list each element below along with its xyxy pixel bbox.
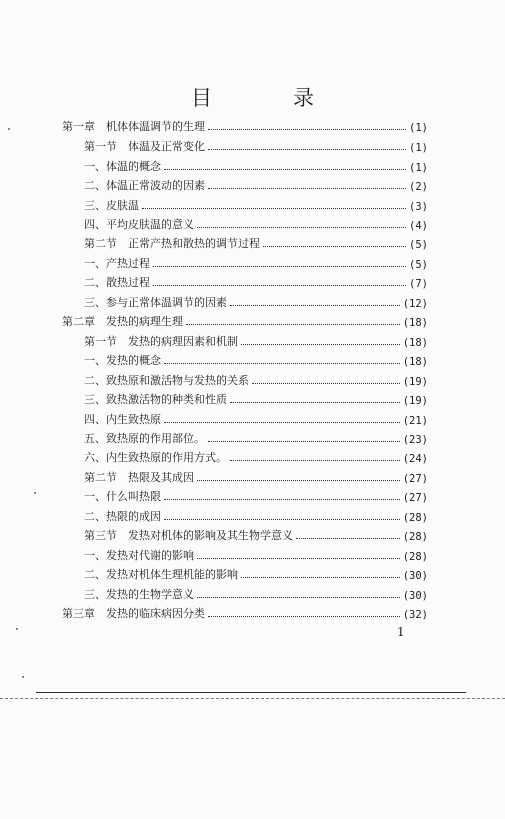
dot-leader [208, 149, 406, 150]
toc-entry-page: (23) [402, 434, 428, 446]
toc-entry [62, 603, 428, 621]
toc-entry [84, 272, 428, 290]
toc-entry-label: 六、内生致热原的作用方式。 [84, 451, 227, 464]
toc-title: 目 录 [191, 86, 344, 110]
dot-leader [208, 616, 400, 617]
dot-leader [164, 363, 400, 364]
toc-entry-page: (28) [402, 551, 428, 563]
toc-entry [84, 136, 428, 154]
dot-leader [230, 460, 400, 461]
toc-entry-page: (4) [409, 220, 428, 232]
dot-leader [230, 305, 400, 306]
toc-entry [84, 233, 428, 251]
scan-edge-line [36, 692, 466, 693]
toc-entry-label: 一、什么叫热限 [84, 490, 161, 503]
toc-entry-page: (24) [402, 453, 428, 465]
dot-leader [186, 324, 400, 325]
toc-entry [84, 350, 428, 368]
toc-entry-page: (30) [402, 590, 428, 602]
toc-entry-label: 四、平均皮肤温的意义 [84, 218, 194, 231]
dot-leader [164, 169, 406, 170]
scan-speck [8, 128, 10, 130]
toc-entry-page: (28) [402, 512, 428, 524]
toc-entry [84, 467, 428, 485]
dot-leader [263, 246, 406, 247]
dot-leader [197, 597, 400, 598]
toc-entry [84, 331, 428, 349]
toc-entry [84, 584, 428, 602]
toc-entry [84, 506, 428, 524]
toc-entry-page: (7) [409, 278, 428, 290]
toc-entry [84, 156, 428, 174]
toc-entry-label: 三、发热的生物学意义 [84, 588, 194, 601]
toc-entry [84, 195, 428, 213]
toc-entry-label: 四、内生致热原 [84, 413, 161, 426]
toc-entry-page: (28) [402, 531, 428, 543]
toc-entry-label: 一、体温的概念 [84, 160, 161, 173]
toc-entry [84, 486, 428, 504]
toc-entry-label: 二、热限的成因 [84, 510, 161, 523]
dot-leader [164, 422, 400, 423]
dot-leader [153, 266, 406, 267]
dot-leader [197, 227, 406, 228]
toc-entry [84, 447, 428, 465]
dot-leader [197, 558, 400, 559]
toc-entry-page: (18) [402, 337, 428, 349]
dot-leader [142, 208, 406, 209]
toc-entry-page: (19) [402, 395, 428, 407]
toc-entry-page: (5) [409, 259, 428, 271]
toc-entry-label: 一、发热对代谢的影响 [84, 549, 194, 562]
toc-entry-page: (27) [402, 473, 428, 485]
dot-leader [208, 441, 400, 442]
toc-entry-label: 二、致热原和激活物与发热的关系 [84, 374, 249, 387]
dot-leader [153, 285, 406, 286]
scan-edge-dashed-line [0, 698, 505, 699]
toc-entry-page: (1) [409, 162, 428, 174]
page-number: 1 [397, 625, 405, 639]
toc-entry [84, 428, 428, 446]
toc-entry-page: (18) [402, 317, 428, 329]
dot-leader [296, 538, 400, 539]
toc-entry [84, 253, 428, 271]
toc-entry [84, 545, 428, 563]
toc-entry-label: 二、散热过程 [84, 276, 150, 289]
dot-leader [208, 188, 406, 189]
scan-speck [22, 676, 24, 678]
toc-entry-label: 二、发热对机体生理机能的影响 [84, 568, 238, 581]
toc-entry-label: 第一节 发热的病理因素和机制 [84, 335, 238, 348]
toc-entry [84, 389, 428, 407]
toc-entry-label: 二、体温正常波动的因素 [84, 179, 205, 192]
toc-entry-label: 三、皮肤温 [84, 199, 139, 212]
dot-leader [197, 480, 400, 481]
toc-entry-page: (30) [402, 570, 428, 582]
dot-leader [230, 402, 400, 403]
toc-entry-label: 第二节 正常产热和散热的调节过程 [84, 237, 260, 250]
toc-entry-page: (1) [409, 122, 428, 134]
toc-entry [84, 175, 428, 193]
toc-entry-label: 第三节 发热对机体的影响及其生物学意义 [84, 529, 293, 542]
scan-speck [16, 628, 18, 630]
toc-entry-label: 第二节 热限及其成因 [84, 471, 194, 484]
toc-entry-label: 三、参与正常体温调节的因素 [84, 296, 227, 309]
toc-entry [84, 292, 428, 310]
toc-entry-page: (32) [402, 609, 428, 621]
toc-entry-page: (18) [402, 356, 428, 368]
toc-entry-page: (27) [402, 492, 428, 504]
toc-entry [84, 214, 428, 232]
toc-entry [84, 525, 428, 543]
dot-leader [164, 499, 400, 500]
toc-entry-page: (19) [402, 376, 428, 388]
scan-speck [34, 492, 36, 494]
toc-entry-page: (1) [409, 142, 428, 154]
toc-entry [84, 409, 428, 427]
dot-leader [164, 519, 400, 520]
toc-entry [62, 116, 428, 134]
dot-leader [252, 383, 400, 384]
dot-leader [241, 577, 400, 578]
dot-leader [208, 129, 406, 130]
toc-entry-label: 第三章 发热的临床病因分类 [62, 607, 205, 620]
toc-entry [62, 311, 428, 329]
toc-entry-page: (5) [409, 239, 428, 251]
toc-entry-label: 三、致热激活物的种类和性质 [84, 393, 227, 406]
toc-entry-label: 第二章 发热的病理生理 [62, 315, 183, 328]
toc-entry-label: 第一节 体温及正常变化 [84, 140, 205, 153]
toc-entry-page: (12) [402, 298, 428, 310]
toc-entry-page: (2) [409, 181, 428, 193]
toc-entry-label: 第一章 机体体温调节的生理 [62, 120, 205, 133]
toc-entry [84, 370, 428, 388]
toc-entry-page: (3) [409, 201, 428, 213]
toc-entry-label: 五、致热原的作用部位。 [84, 432, 205, 445]
toc-entry-page: (21) [402, 415, 428, 427]
toc-entry [84, 564, 428, 582]
toc-entry-label: 一、发热的概念 [84, 354, 161, 367]
toc-entry-label: 一、产热过程 [84, 257, 150, 270]
dot-leader [241, 344, 400, 345]
